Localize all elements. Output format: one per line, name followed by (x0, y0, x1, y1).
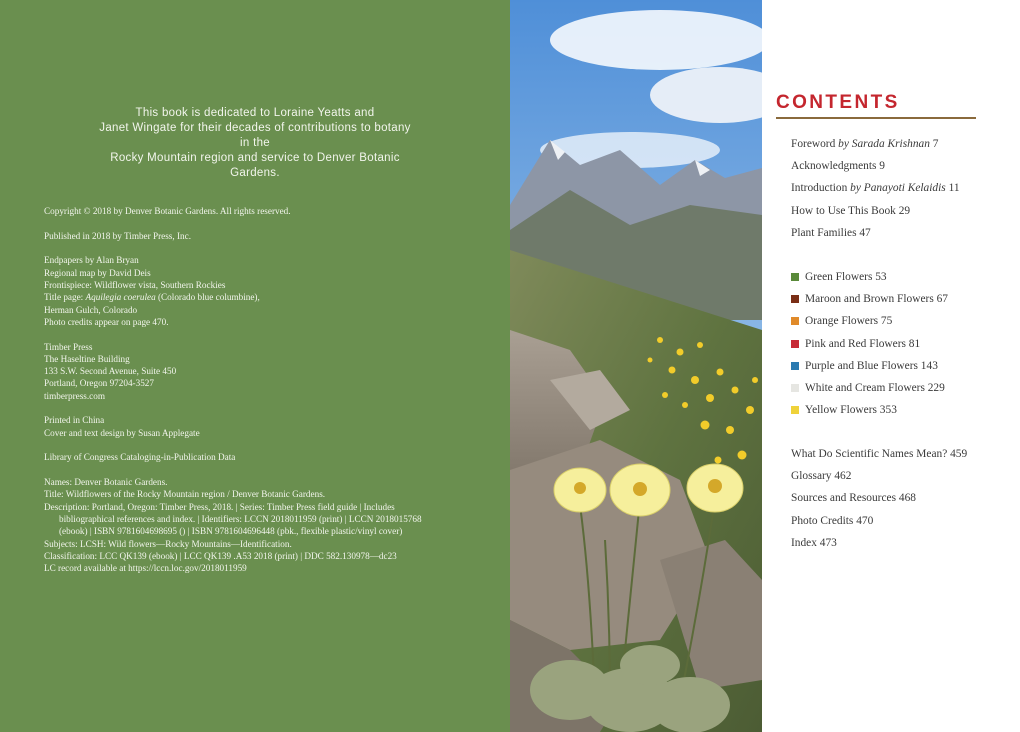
toc-by: by (838, 138, 849, 150)
toc-item-foreword[interactable] (791, 133, 1016, 155)
toc-page: 462 (831, 470, 852, 483)
toc-item-green[interactable] (791, 266, 1016, 288)
map-credit: Regional map by David Deis (44, 267, 151, 278)
toc-label: Foreword (791, 138, 839, 150)
publisher-address (44, 341, 484, 402)
cip-line: Title: Wildflowers of the Rocky Mountain region / Denver Botanic Gardens. (44, 489, 326, 500)
cip-line: Description: Portland, Oregon: Timber Press, 2018. | Series: Timber Press field guide | Includes (44, 501, 395, 512)
printed-in: Printed in China (44, 415, 105, 426)
mountain-wildflower-photo (510, 0, 762, 732)
toc-label: Pink and Red Flowers (805, 337, 906, 350)
toc-item-photo-credits[interactable] (791, 510, 1016, 532)
title-page-suffix: (Colorado blue columbine), (155, 292, 260, 303)
toc-label: Yellow Flowers (805, 404, 877, 417)
toc-item-orange[interactable] (791, 310, 1016, 332)
toc-label: Acknowledgments (791, 160, 877, 173)
address-line: Timber Press (44, 341, 93, 352)
cip-data (44, 476, 484, 574)
toc-item-white-cream[interactable] (791, 377, 1016, 399)
toc-item-maroon-brown[interactable] (791, 288, 1016, 310)
cip-line: Names: Denver Botanic Gardens. (44, 477, 168, 488)
color-swatch (791, 340, 799, 348)
frontispiece-credit: Frontispiece: Wildflower vista, Southern Rockies (44, 279, 226, 290)
color-sections-list (791, 266, 1016, 421)
photo-illustration (510, 0, 762, 732)
toc-page: 67 (933, 293, 949, 306)
library-heading (44, 451, 484, 463)
design-credit: Cover and text design by Susan Applegate (44, 427, 200, 438)
publication-notice (44, 230, 484, 242)
cip-line: bibliographical references and index. | Identifiers: LCCN 2018011959 (print) | LCCN 2018015768 (59, 513, 422, 524)
cip-line: Classification: LCC QK139 (ebook) | LCC QK139 .A53 2018 (print) | DDC 582.130978—dc23 (44, 550, 397, 561)
image-credits (44, 254, 484, 328)
toc-item-index[interactable] (791, 532, 1016, 554)
cip-line: LC record available at https://lccn.loc.gov/2018011959 (44, 563, 247, 574)
toc-item-how-to-use[interactable] (791, 200, 1016, 222)
toc-item-plant-families[interactable] (791, 222, 1016, 244)
toc-label: Glossary (791, 470, 832, 483)
toc-label: Orange Flowers (805, 315, 879, 328)
toc-item-pink-red[interactable] (791, 333, 1016, 355)
printing-info (44, 414, 484, 439)
toc-page: 459 (947, 448, 968, 460)
copyright-block (44, 205, 484, 587)
toc-page: 473 (816, 536, 837, 549)
publisher-website: timberpress.com (44, 390, 105, 401)
toc-item-sources[interactable] (791, 487, 1016, 509)
toc-label: Plant Families (791, 226, 857, 239)
address-line: The Haseltine Building (44, 353, 130, 364)
toc-page: 229 (924, 381, 945, 394)
toc-item-yellow[interactable] (791, 399, 1016, 421)
toc-author: Panayoti Kelaidis (860, 182, 946, 195)
color-swatch (791, 295, 799, 303)
dedication (94, 106, 416, 181)
toc-item-introduction[interactable] (791, 177, 1016, 199)
toc-item-glossary[interactable] (791, 465, 1016, 487)
heading-divider (776, 117, 976, 119)
toc-item-acknowledgments[interactable] (791, 155, 1016, 177)
color-swatch (791, 273, 799, 281)
title-page-prefix: Title page: (44, 292, 86, 303)
toc-label: Green Flowers (805, 271, 873, 283)
title-page-location: Herman Gulch, Colorado (44, 304, 138, 315)
toc-label: Sources and Resources (791, 492, 897, 505)
toc-label: Purple and Blue Flowers (805, 359, 918, 372)
copyright-notice (44, 205, 484, 217)
toc-item-purple-blue[interactable] (791, 355, 1016, 377)
toc-label: Maroon and Brown Flowers (805, 293, 934, 306)
toc-page: 468 (896, 492, 916, 505)
toc-label: White and Cream Flowers (805, 381, 925, 394)
cip-line: (ebook) | ISBN 9781604698695 () | ISBN 9781604696448 (pbk., flexible plastic/vinyl cover) (59, 526, 403, 537)
toc-page: 143 (917, 359, 938, 372)
copyright-line: Copyright © 2018 by Denver Botanic Gardens. All rights reserved. (44, 206, 291, 216)
dedication-line: Rocky Mountain region and service to Denver Botanic Gardens. (110, 152, 400, 179)
title-page-credit (44, 291, 484, 303)
toc-by: by (850, 182, 861, 195)
dedication-line: This book is dedicated to Loraine Yeatts and (135, 107, 375, 119)
color-swatch (791, 317, 799, 325)
contents-heading: CONTENTS (776, 92, 900, 113)
dedication-line: Janet Wingate for their decades of contributions to botany in the (99, 122, 411, 149)
toc-label: How to Use This Book (791, 204, 896, 217)
toc-label: Introduction (791, 182, 851, 195)
toc-page: 353 (876, 404, 897, 417)
front-matter-list (791, 133, 1016, 244)
photo-credits-note: Photo credits appear on page 470. (44, 316, 169, 327)
cip-line: Subjects: LCSH: Wild flowers—Rocky Mountains—Identification. (44, 538, 292, 549)
address-line: Portland, Oregon 97204-3527 (44, 378, 154, 389)
endpapers-credit: Endpapers by Alan Bryan (44, 255, 139, 266)
toc-page: 7 (929, 138, 939, 150)
color-swatch (791, 384, 799, 392)
toc-label: What Do Scientific Names Mean? (791, 448, 948, 460)
contents-page (762, 0, 1020, 732)
cip-heading: Library of Congress Cataloging-in-Publication Data (44, 452, 236, 463)
back-matter-list (791, 443, 1016, 554)
color-swatch (791, 406, 799, 414)
toc-page: 81 (905, 337, 921, 350)
toc-page: 53 (872, 271, 887, 283)
toc-page: 470 (853, 514, 874, 527)
toc-page: 11 (945, 182, 960, 195)
toc-page: 75 (878, 315, 893, 328)
color-swatch (791, 362, 799, 370)
toc-author: Sarada Krishnan (848, 138, 930, 150)
toc-label: Index (791, 536, 817, 549)
published-line: Published in 2018 by Timber Press, Inc. (44, 230, 192, 241)
species-name: Aquilegia coerulea (85, 292, 156, 303)
toc-page: 29 (895, 204, 911, 217)
toc-item-scientific-names[interactable] (791, 443, 1016, 465)
toc-page: 9 (876, 160, 885, 173)
address-line: 133 S.W. Second Avenue, Suite 450 (44, 366, 177, 377)
toc-page: 47 (856, 226, 871, 239)
toc-label: Photo Credits (791, 514, 854, 527)
